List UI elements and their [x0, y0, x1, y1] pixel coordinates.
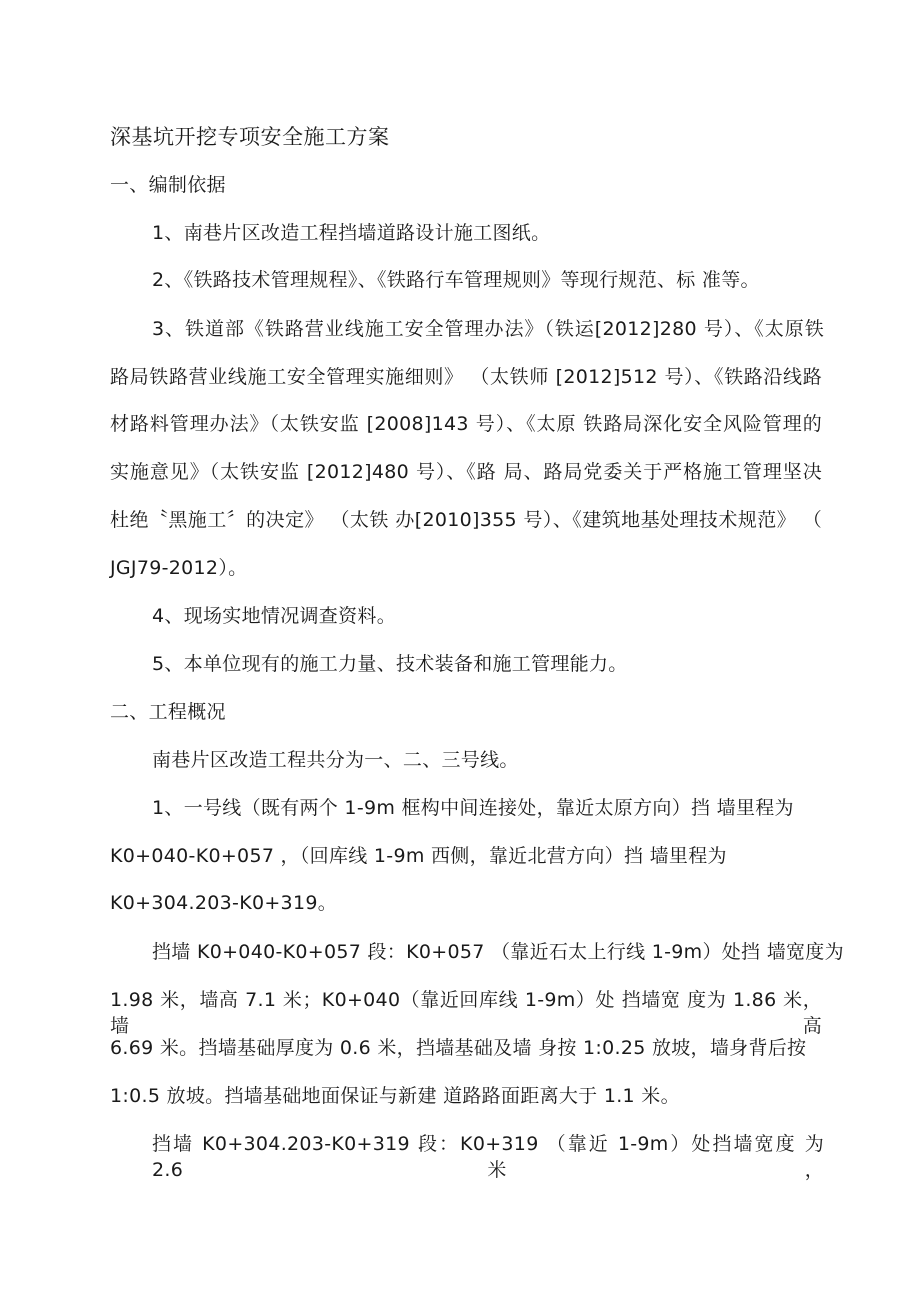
- basis-item-3-line-2: 路局铁路营业线施工安全管理实施细则》 （太铁师 [2012]512 号）、《铁路沿线路: [110, 366, 822, 388]
- basis-item-3-line-3: 材路料管理办法》（太铁安监 [2008]143 号）、《太原 铁路局深化安全风险管理的: [110, 413, 822, 435]
- basis-item-3-line-6: JGJ79-2012）。: [110, 557, 248, 579]
- basis-item-2: 2、《铁路技术管理规程》、《铁路行车管理规则》等现行规范、标 准等。: [152, 269, 760, 291]
- overview-para-2-line-2: 1.98 米，墙高 7.1 米；K0+040（靠近回库线 1-9m）处 挡墙宽 度为 1.86 米，墙高: [110, 989, 822, 1037]
- section-heading-basis: 一、编制依据: [110, 174, 226, 196]
- overview-intro: 南巷片区改造工程共分为一、二、三号线。: [152, 749, 519, 771]
- section-heading-overview: 二、工程概况: [110, 701, 226, 723]
- basis-item-5: 5、本单位现有的施工力量、技术装备和施工管理能力。: [152, 653, 628, 675]
- overview-item-1-line-3: K0+304.203-K0+319。: [110, 892, 338, 914]
- overview-para-2-line-4: 1:0.5 放坡。挡墙基础地面保证与新建 道路路面距离大于 1.1 米。: [110, 1085, 680, 1107]
- basis-item-3-line-4: 实施意见》（太铁安监 [2012]480 号）、《路 局、路局党委关于严格施工管理坚决: [110, 461, 822, 483]
- basis-item-3-line-5: 杜绝〝黑施工〞的决定》 （太铁 办[2010]355 号）、《建筑地基处理技术规范》 （: [110, 509, 822, 531]
- overview-para-2-line-3: 6.69 米。挡墙基础厚度为 0.6 米，挡墙基础及墙 身按 1:0.25 放坡，墙身背后按: [110, 1037, 807, 1059]
- basis-item-1: 1、南巷片区改造工程挡墙道路设计施工图纸。: [152, 222, 551, 244]
- overview-item-1-line-1: 1、一号线（既有两个 1-9m 框构中间连接处，靠近太原方向）挡 墙里程为: [152, 797, 794, 819]
- document-title: 深基坑开挖专项安全施工方案: [110, 125, 390, 149]
- overview-para-3-line-1: 挡墙 K0+304.203-K0+319 段：K0+319 （靠近 1-9m）处挡墙宽度 为 2.6 米，: [152, 1133, 824, 1181]
- basis-item-3-line-1: 3、铁道部《铁路营业线施工安全管理办法》（铁运[2012]280 号）、《太原铁: [152, 318, 824, 340]
- overview-para-2-line-1: 挡墙 K0+040-K0+057 段：K0+057 （靠近石太上行线 1-9m）处挡 墙宽度为: [152, 941, 844, 963]
- overview-item-1-line-2: K0+040-K0+057 ，（回库线 1-9m 西侧，靠近北营方向）挡 墙里程为: [110, 845, 727, 867]
- basis-item-4: 4、现场实地情况调查资料。: [152, 605, 396, 627]
